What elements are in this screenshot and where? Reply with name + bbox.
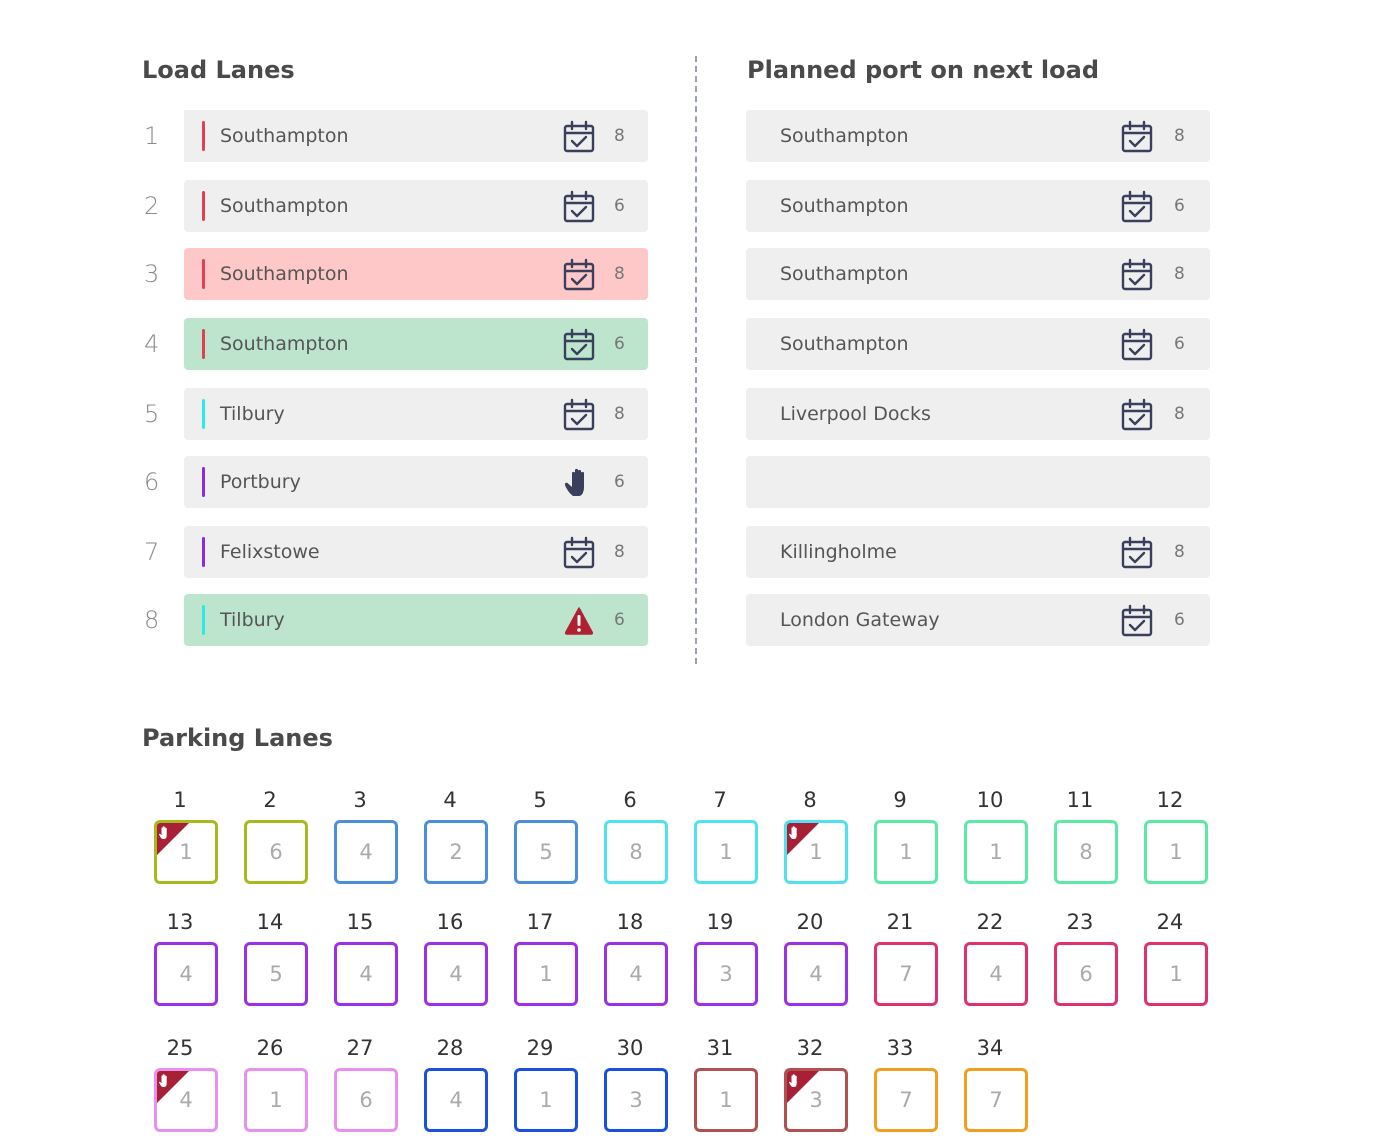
parking-lane-count: 5 bbox=[269, 962, 283, 986]
parking-lane-count: 3 bbox=[629, 1088, 643, 1112]
load-lane-number: 2 bbox=[144, 192, 160, 220]
parking-lane-11[interactable] bbox=[1048, 788, 1138, 898]
calendar-check-icon[interactable] bbox=[1120, 604, 1154, 638]
parking-lane-number: 16 bbox=[436, 910, 464, 934]
parking-lane-12[interactable] bbox=[1138, 788, 1228, 898]
parking-lane-number: 14 bbox=[256, 910, 284, 934]
warning-icon[interactable] bbox=[562, 604, 596, 638]
hand-stop-icon bbox=[786, 1070, 820, 1104]
parking-lane-number: 12 bbox=[1156, 788, 1184, 812]
lane-color-bar bbox=[202, 399, 205, 429]
next-port-name: Killingholme bbox=[780, 541, 897, 563]
lane-count: 6 bbox=[614, 472, 625, 492]
parking-lane-29[interactable] bbox=[508, 1036, 598, 1146]
load-lane-number: 4 bbox=[144, 330, 160, 358]
calendar-check-icon[interactable] bbox=[562, 258, 596, 292]
lane-count: 8 bbox=[614, 264, 625, 284]
next-lane-count: 6 bbox=[1174, 610, 1185, 630]
next-port-name: Southampton bbox=[780, 333, 909, 355]
parking-lane-number: 31 bbox=[706, 1036, 734, 1060]
lane-count: 6 bbox=[614, 610, 625, 630]
parking-lane-count: 4 bbox=[989, 962, 1003, 986]
parking-lane-count: 8 bbox=[629, 840, 643, 864]
parking-lane-20[interactable] bbox=[778, 910, 868, 1020]
next-load-lane-7[interactable] bbox=[746, 526, 1210, 578]
parking-lane-10[interactable] bbox=[958, 788, 1048, 898]
next-load-lane-8[interactable] bbox=[746, 594, 1210, 646]
parking-lane-number: 13 bbox=[166, 910, 194, 934]
lane-count: 8 bbox=[614, 126, 625, 146]
next-load-lane-3[interactable] bbox=[746, 248, 1210, 300]
lane-count: 6 bbox=[614, 196, 625, 216]
column-divider bbox=[695, 56, 697, 664]
parking-lane-number: 7 bbox=[713, 788, 727, 812]
parking-lane-26[interactable] bbox=[238, 1036, 328, 1146]
parking-lane-2[interactable] bbox=[238, 788, 328, 898]
parking-lane-box[interactable] bbox=[964, 942, 1028, 1006]
load-lane-2[interactable] bbox=[184, 180, 648, 232]
parking-lane-number: 34 bbox=[976, 1036, 1004, 1060]
parking-lanes-title: Parking Lanes bbox=[142, 724, 333, 752]
parking-lane-number: 27 bbox=[346, 1036, 374, 1060]
lane-port-name: Southampton bbox=[220, 333, 349, 355]
calendar-check-icon[interactable] bbox=[1120, 328, 1154, 362]
parking-lane-number: 25 bbox=[166, 1036, 194, 1060]
parking-lane-count: 6 bbox=[1079, 962, 1093, 986]
parking-lane-number: 15 bbox=[346, 910, 374, 934]
calendar-check-icon[interactable] bbox=[562, 536, 596, 570]
parking-lane-number: 5 bbox=[533, 788, 547, 812]
parking-lane-number: 24 bbox=[1156, 910, 1184, 934]
parking-lane-count: 2 bbox=[449, 840, 463, 864]
parking-lane-count: 4 bbox=[629, 962, 643, 986]
next-port-name: Liverpool Docks bbox=[780, 403, 931, 425]
parking-lane-box[interactable] bbox=[694, 942, 758, 1006]
load-lane-5[interactable] bbox=[184, 388, 648, 440]
parking-lane-count: 4 bbox=[179, 1088, 193, 1112]
next-lane-count: 6 bbox=[1174, 334, 1185, 354]
calendar-check-icon[interactable] bbox=[1120, 536, 1154, 570]
parking-lane-3[interactable] bbox=[328, 788, 418, 898]
parking-lane-28[interactable] bbox=[418, 1036, 508, 1146]
parking-lane-count: 4 bbox=[449, 1088, 463, 1112]
load-lane-3[interactable] bbox=[184, 248, 648, 300]
load-lane-6[interactable] bbox=[184, 456, 648, 508]
parking-lane-14[interactable] bbox=[238, 910, 328, 1020]
load-lane-number: 3 bbox=[144, 260, 160, 288]
calendar-check-icon[interactable] bbox=[1120, 120, 1154, 154]
parking-lane-number: 32 bbox=[796, 1036, 824, 1060]
parking-lane-count: 4 bbox=[449, 962, 463, 986]
parking-lane-number: 3 bbox=[353, 788, 367, 812]
parking-lane-count: 4 bbox=[809, 962, 823, 986]
load-lane-1[interactable] bbox=[184, 110, 648, 162]
parking-lane-box[interactable] bbox=[424, 820, 488, 884]
lane-color-bar bbox=[202, 467, 205, 497]
parking-lane-box[interactable] bbox=[604, 1068, 668, 1132]
parking-lane-count: 7 bbox=[989, 1088, 1003, 1112]
next-load-lane-1[interactable] bbox=[746, 110, 1210, 162]
parking-lane-count: 4 bbox=[179, 962, 193, 986]
next-port-name: London Gateway bbox=[780, 609, 940, 631]
lane-port-name: Portbury bbox=[220, 471, 301, 493]
calendar-check-icon[interactable] bbox=[562, 120, 596, 154]
lane-port-name: Southampton bbox=[220, 125, 349, 147]
parking-lane-count: 8 bbox=[1079, 840, 1093, 864]
parking-lane-box[interactable] bbox=[604, 820, 668, 884]
load-lane-number: 6 bbox=[144, 468, 160, 496]
parking-lane-box[interactable] bbox=[1144, 820, 1208, 884]
parking-lane-number: 2 bbox=[263, 788, 277, 812]
next-port-name: Southampton bbox=[780, 263, 909, 285]
parking-lane-number: 30 bbox=[616, 1036, 644, 1060]
parking-lane-count: 1 bbox=[989, 840, 1003, 864]
hand-stop-icon[interactable] bbox=[562, 466, 596, 500]
lane-color-bar bbox=[202, 537, 205, 567]
parking-lane-box[interactable] bbox=[784, 942, 848, 1006]
parking-lane-5[interactable] bbox=[508, 788, 598, 898]
parking-lane-4[interactable] bbox=[418, 788, 508, 898]
next-load-lane-6[interactable] bbox=[746, 456, 1210, 508]
parking-lane-34[interactable] bbox=[958, 1036, 1048, 1146]
next-port-name: Southampton bbox=[780, 125, 909, 147]
parking-lane-number: 23 bbox=[1066, 910, 1094, 934]
parking-lane-32[interactable] bbox=[778, 1036, 868, 1146]
parking-lane-box[interactable] bbox=[514, 820, 578, 884]
parking-lane-number: 17 bbox=[526, 910, 554, 934]
parking-lane-15[interactable] bbox=[328, 910, 418, 1020]
parking-lane-box[interactable] bbox=[334, 1068, 398, 1132]
parking-lane-8[interactable] bbox=[778, 788, 868, 898]
parking-lane-22[interactable] bbox=[958, 910, 1048, 1020]
parking-lane-23[interactable] bbox=[1048, 910, 1138, 1020]
lane-count: 6 bbox=[614, 334, 625, 354]
parking-lane-17[interactable] bbox=[508, 910, 598, 1020]
calendar-check-icon[interactable] bbox=[1120, 398, 1154, 432]
parking-lane-box[interactable] bbox=[1144, 942, 1208, 1006]
parking-lane-number: 10 bbox=[976, 788, 1004, 812]
parking-lane-18[interactable] bbox=[598, 910, 688, 1020]
parking-lane-box[interactable] bbox=[514, 1068, 578, 1132]
parking-lane-number: 1 bbox=[173, 788, 187, 812]
parking-lane-count: 1 bbox=[1169, 840, 1183, 864]
parking-lane-box[interactable] bbox=[154, 942, 218, 1006]
parking-lane-box[interactable] bbox=[964, 1068, 1028, 1132]
load-lane-8[interactable] bbox=[184, 594, 648, 646]
next-load-title: Planned port on next load bbox=[747, 56, 1100, 84]
parking-lane-31[interactable] bbox=[688, 1036, 778, 1146]
load-lanes-title: Load Lanes bbox=[142, 56, 295, 84]
parking-lane-count: 1 bbox=[899, 840, 913, 864]
parking-lane-box[interactable] bbox=[784, 820, 848, 884]
lane-color-bar bbox=[202, 121, 205, 151]
lane-count: 8 bbox=[614, 404, 625, 424]
load-lane-number: 7 bbox=[144, 538, 160, 566]
parking-lane-number: 18 bbox=[616, 910, 644, 934]
parking-lane-number: 11 bbox=[1066, 788, 1094, 812]
lane-port-name: Tilbury bbox=[220, 609, 285, 631]
parking-lane-count: 1 bbox=[269, 1088, 283, 1112]
parking-lane-number: 33 bbox=[886, 1036, 914, 1060]
parking-lane-box[interactable] bbox=[154, 1068, 218, 1132]
calendar-check-icon[interactable] bbox=[1120, 258, 1154, 292]
parking-lane-27[interactable] bbox=[328, 1036, 418, 1146]
next-lane-count: 8 bbox=[1174, 126, 1185, 146]
parking-lane-count: 3 bbox=[719, 962, 733, 986]
parking-lane-count: 7 bbox=[899, 1088, 913, 1112]
parking-lane-number: 6 bbox=[623, 788, 637, 812]
parking-lane-box[interactable] bbox=[514, 942, 578, 1006]
parking-lane-count: 4 bbox=[359, 840, 373, 864]
parking-lane-box[interactable] bbox=[244, 820, 308, 884]
parking-lane-number: 4 bbox=[443, 788, 457, 812]
hand-stop-icon bbox=[156, 1070, 190, 1104]
parking-lane-box[interactable] bbox=[244, 1068, 308, 1132]
parking-lane-count: 6 bbox=[269, 840, 283, 864]
next-lane-count: 8 bbox=[1174, 404, 1185, 424]
next-lane-count: 8 bbox=[1174, 264, 1185, 284]
parking-lane-count: 1 bbox=[809, 840, 823, 864]
lane-port-name: Felixstowe bbox=[220, 541, 320, 563]
parking-lane-box[interactable] bbox=[874, 942, 938, 1006]
calendar-check-icon[interactable] bbox=[562, 328, 596, 362]
parking-lane-16[interactable] bbox=[418, 910, 508, 1020]
calendar-check-icon[interactable] bbox=[1120, 190, 1154, 224]
parking-lane-number: 28 bbox=[436, 1036, 464, 1060]
load-lane-7[interactable] bbox=[184, 526, 648, 578]
lane-count: 8 bbox=[614, 542, 625, 562]
parking-lane-count: 6 bbox=[359, 1088, 373, 1112]
parking-lane-count: 1 bbox=[1169, 962, 1183, 986]
parking-lane-number: 9 bbox=[893, 788, 907, 812]
next-load-lane-2[interactable] bbox=[746, 180, 1210, 232]
lane-port-name: Southampton bbox=[220, 263, 349, 285]
next-load-lane-5[interactable] bbox=[746, 388, 1210, 440]
parking-lane-number: 19 bbox=[706, 910, 734, 934]
parking-lane-count: 1 bbox=[719, 1088, 733, 1112]
parking-lane-9[interactable] bbox=[868, 788, 958, 898]
parking-lane-number: 26 bbox=[256, 1036, 284, 1060]
parking-lane-24[interactable] bbox=[1138, 910, 1228, 1020]
calendar-check-icon[interactable] bbox=[562, 398, 596, 432]
next-port-name: Southampton bbox=[780, 195, 909, 217]
parking-lane-box[interactable] bbox=[1054, 820, 1118, 884]
lane-color-bar bbox=[202, 191, 205, 221]
lane-color-bar bbox=[202, 329, 205, 359]
parking-lane-33[interactable] bbox=[868, 1036, 958, 1146]
next-lane-count: 8 bbox=[1174, 542, 1185, 562]
lane-color-bar bbox=[202, 259, 205, 289]
load-lane-number: 1 bbox=[144, 122, 160, 150]
parking-lane-box[interactable] bbox=[244, 942, 308, 1006]
parking-lane-21[interactable] bbox=[868, 910, 958, 1020]
parking-lane-box[interactable] bbox=[784, 1068, 848, 1132]
parking-lane-count: 7 bbox=[899, 962, 913, 986]
parking-lane-box[interactable] bbox=[874, 820, 938, 884]
parking-lane-number: 20 bbox=[796, 910, 824, 934]
hand-stop-icon bbox=[786, 822, 820, 856]
parking-lane-count: 4 bbox=[359, 962, 373, 986]
parking-lane-25[interactable] bbox=[148, 1036, 238, 1146]
parking-lane-box[interactable] bbox=[694, 1068, 758, 1132]
lane-port-name: Tilbury bbox=[220, 403, 285, 425]
parking-lane-count: 5 bbox=[539, 840, 553, 864]
parking-lane-30[interactable] bbox=[598, 1036, 688, 1146]
parking-lane-box[interactable] bbox=[424, 1068, 488, 1132]
parking-lane-number: 22 bbox=[976, 910, 1004, 934]
parking-lane-box[interactable] bbox=[874, 1068, 938, 1132]
parking-lane-box[interactable] bbox=[154, 820, 218, 884]
parking-lane-13[interactable] bbox=[148, 910, 238, 1020]
hand-stop-icon bbox=[156, 822, 190, 856]
next-load-lane-4[interactable] bbox=[746, 318, 1210, 370]
parking-lane-box[interactable] bbox=[1054, 942, 1118, 1006]
load-lane-number: 8 bbox=[144, 606, 160, 634]
parking-lane-count: 1 bbox=[539, 1088, 553, 1112]
lane-port-name: Southampton bbox=[220, 195, 349, 217]
parking-lane-box[interactable] bbox=[334, 820, 398, 884]
parking-lane-count: 1 bbox=[179, 840, 193, 864]
parking-lane-19[interactable] bbox=[688, 910, 778, 1020]
parking-lane-box[interactable] bbox=[694, 820, 758, 884]
calendar-check-icon[interactable] bbox=[562, 190, 596, 224]
parking-lane-box[interactable] bbox=[424, 942, 488, 1006]
lane-color-bar bbox=[202, 605, 205, 635]
next-lane-count: 6 bbox=[1174, 196, 1185, 216]
parking-lane-number: 29 bbox=[526, 1036, 554, 1060]
parking-lane-number: 8 bbox=[803, 788, 817, 812]
parking-lane-count: 3 bbox=[809, 1088, 823, 1112]
parking-lane-number: 21 bbox=[886, 910, 914, 934]
parking-lane-6[interactable] bbox=[598, 788, 688, 898]
load-lane-number: 5 bbox=[144, 400, 160, 428]
parking-lane-1[interactable] bbox=[148, 788, 238, 898]
parking-lane-box[interactable] bbox=[604, 942, 668, 1006]
parking-lane-box[interactable] bbox=[964, 820, 1028, 884]
parking-lane-box[interactable] bbox=[334, 942, 398, 1006]
parking-lane-7[interactable] bbox=[688, 788, 778, 898]
parking-lane-count: 1 bbox=[539, 962, 553, 986]
parking-lane-count: 1 bbox=[719, 840, 733, 864]
load-lane-4[interactable] bbox=[184, 318, 648, 370]
